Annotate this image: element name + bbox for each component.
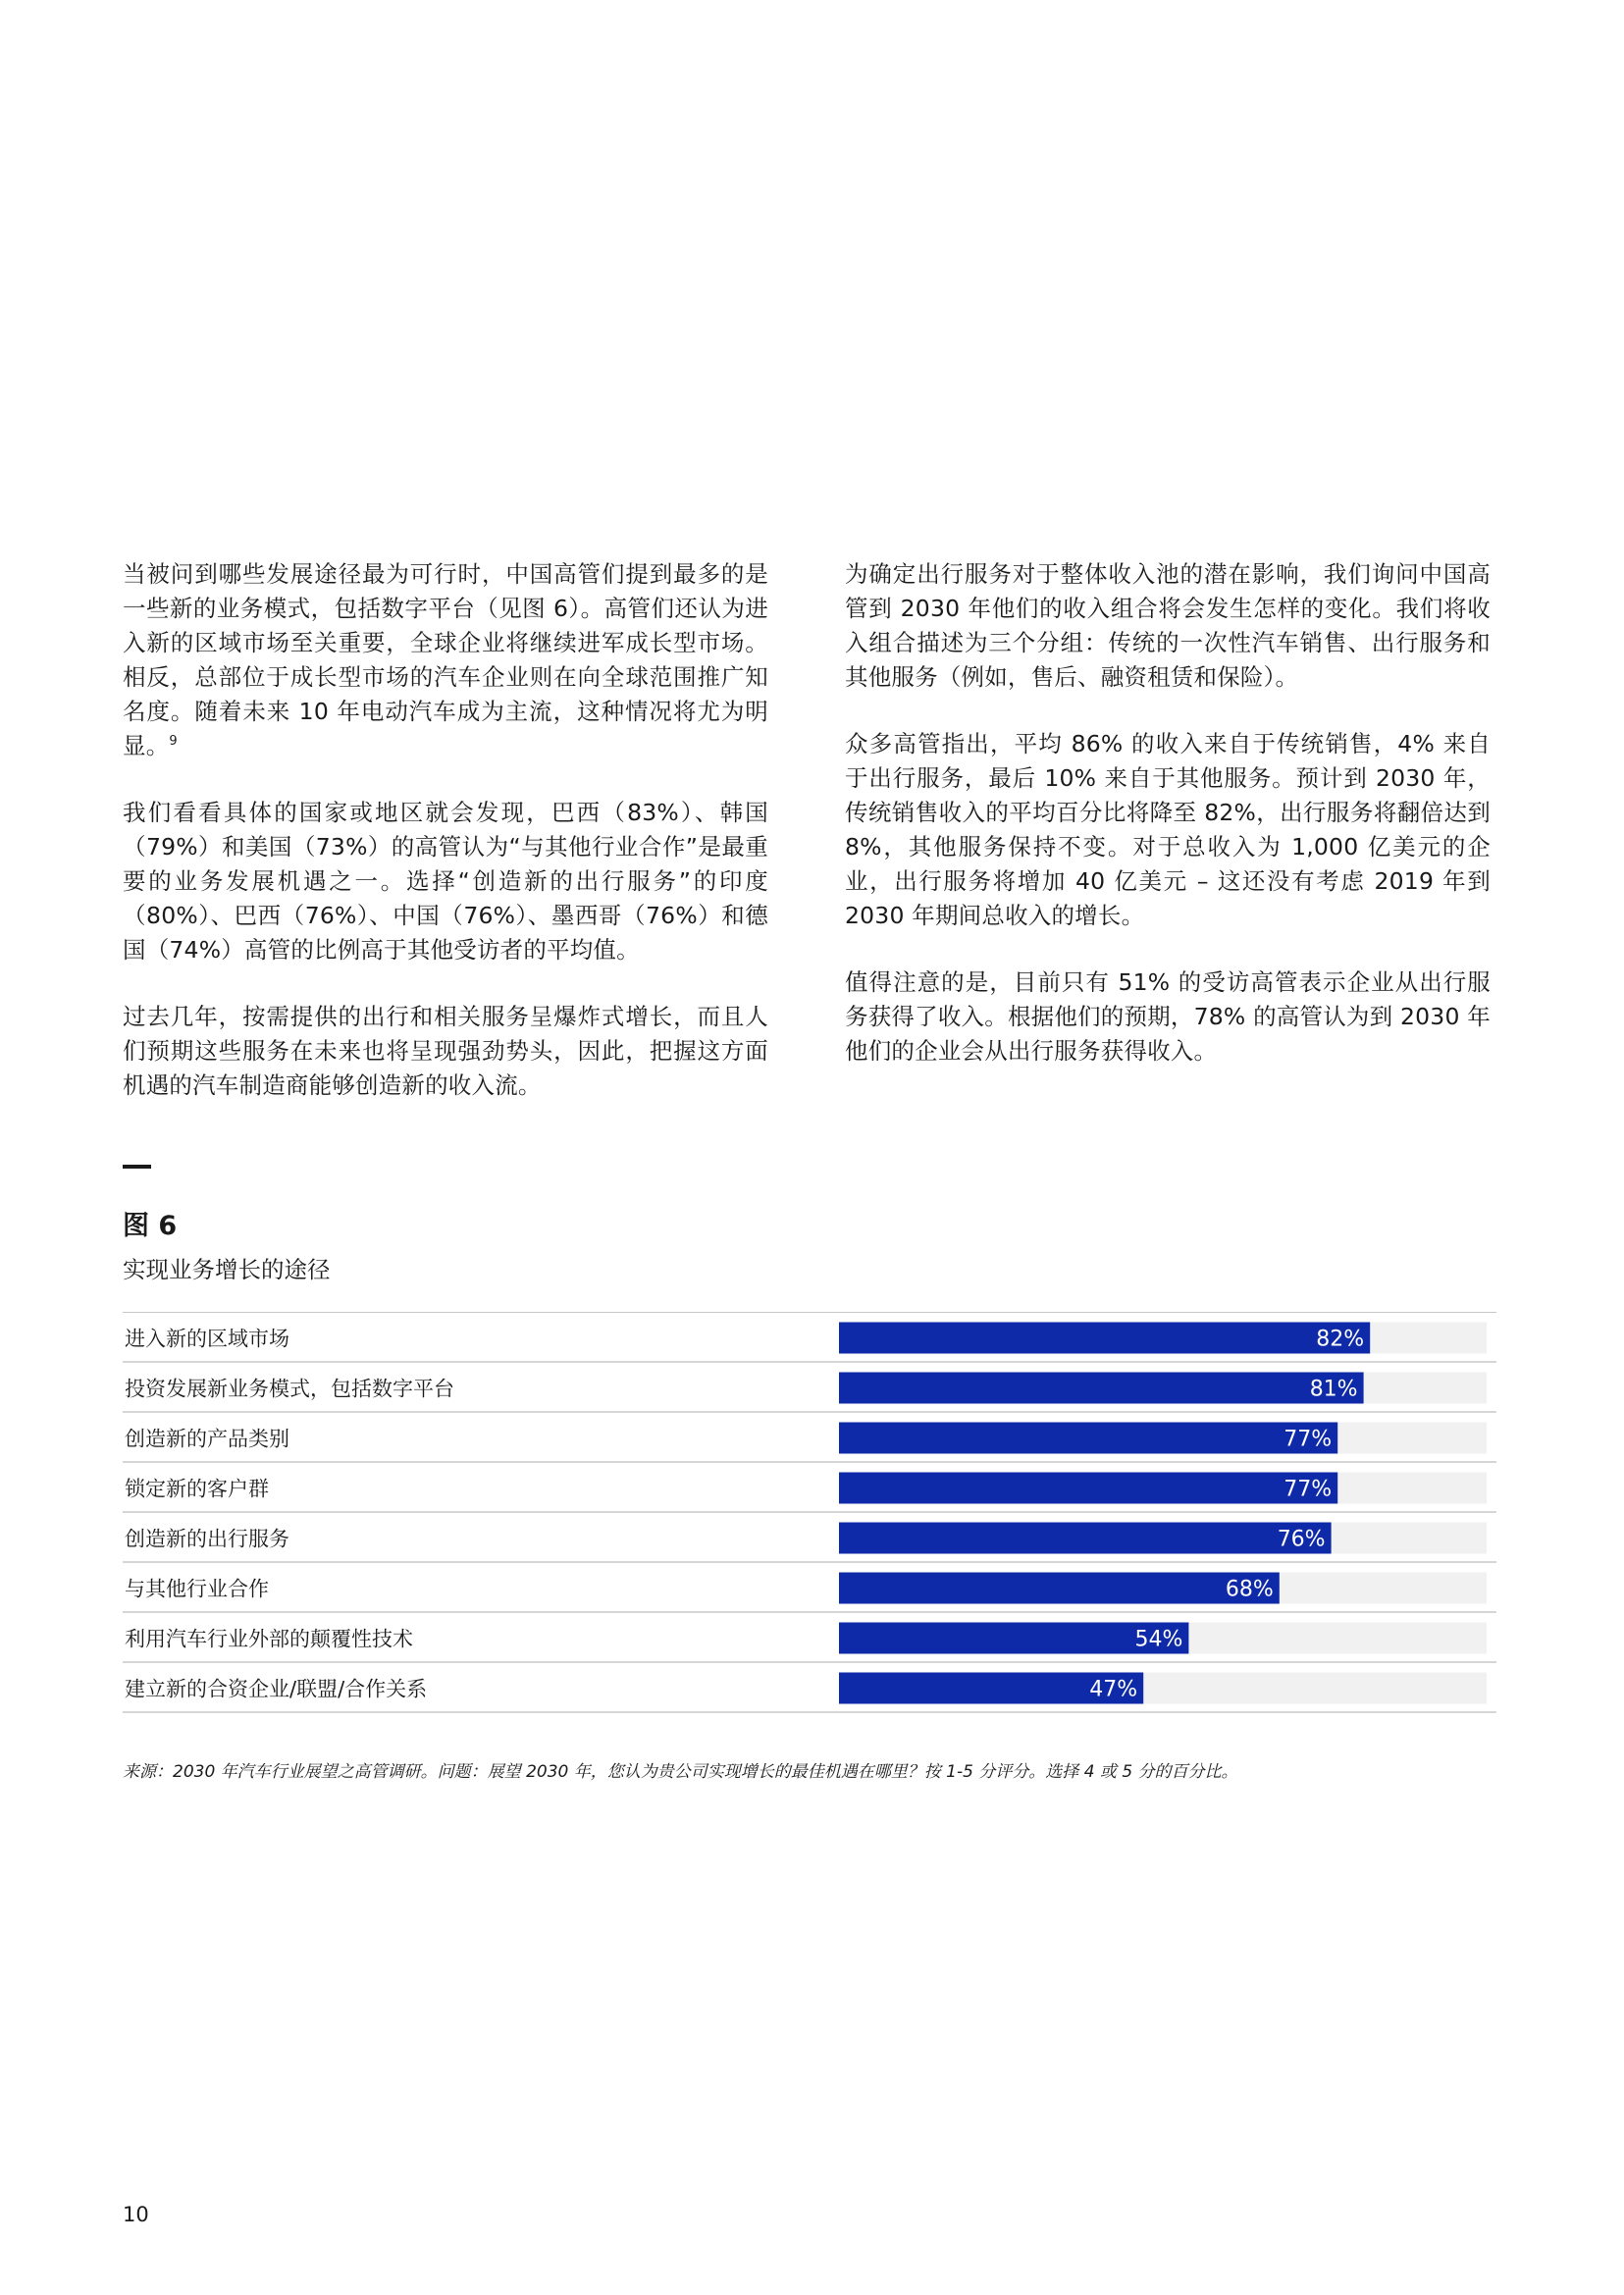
bar-value-label: 76%: [1277, 1527, 1326, 1552]
right-column: [845, 557, 1491, 1101]
bar: [839, 1473, 1337, 1504]
category-label: 与其他行业合作: [125, 1577, 269, 1601]
bar-value-label: 77%: [1283, 1427, 1333, 1452]
bar: [839, 1523, 1332, 1554]
bar: [839, 1423, 1337, 1454]
category-label: 进入新的区域市场: [125, 1327, 289, 1351]
figure-label: 图 6: [123, 1211, 178, 1241]
category-label: 创造新的产品类别: [125, 1427, 289, 1451]
category-label: 创造新的出行服务: [125, 1527, 289, 1551]
bar: [839, 1373, 1364, 1404]
bar-value-label: 77%: [1283, 1477, 1333, 1502]
left-column: [123, 557, 768, 1135]
paragraph: 为确定出行服务对于整体收入池的潜在影响，我们询问中国高管到 2030 年他们的收入组合将会发生怎样的变化。我们将收入组合描述为三个分组：传统的一次性汽车销售、出行服务和其他服务（例如，售后、融资租赁和保险）。: [845, 560, 1491, 691]
category-label: 建立新的合资企业/联盟/合作关系: [125, 1677, 428, 1701]
category-label: 锁定新的客户群: [125, 1477, 269, 1501]
bar-chart-svg: [123, 1312, 1496, 1718]
page-number: 10: [123, 2203, 149, 2226]
paragraph: 我们看看具体的国家或地区就会发现，巴西（83%）、韩国（79%）和美国（73%）的高管认为“与其他行业合作”是最重要的业务发展机遇之一。选择“创造新的出行服务”的印度（80%）、巴西（76%）、中国（76%）、墨西哥（76%）和德国（74%）高管的比例高于其他受访者的平均值。: [123, 799, 768, 964]
bar-value-label: 82%: [1316, 1327, 1365, 1352]
footnote-ref[interactable]: 9: [169, 734, 178, 750]
paragraph: 过去几年，按需提供的出行和相关服务呈爆炸式增长，而且人们预期这些服务在未来也将呈现强劲势头，因此，把握这方面机遇的汽车制造商能够创造新的收入流。: [123, 1003, 768, 1099]
bar-chart: [123, 1312, 1496, 1718]
source-note: 来源：2030 年汽车行业展望之高管调研。问题：展望 2030 年，您认为贵公司实现增长的最佳机遇在哪里？按 1-5 分评分。选择 4 或 5 分的百分比。: [123, 1762, 1238, 1782]
bar-value-label: 54%: [1134, 1627, 1183, 1652]
section-accent-rule: [123, 1165, 151, 1169]
bar: [839, 1323, 1370, 1354]
paragraph: 值得注意的是，目前只有 51% 的受访高管表示企业从出行服务获得了收入。根据他们的预期，78% 的高管认为到 2030 年他们的企业会从出行服务获得收入。: [845, 968, 1491, 1065]
category-label: 利用汽车行业外部的颠覆性技术: [125, 1627, 413, 1651]
bar-value-label: 47%: [1089, 1677, 1138, 1702]
paragraph: 众多高管指出，平均 86% 的收入来自于传统销售，4% 来自于出行服务，最后 10% 来自于其他服务。预计到 2030 年，传统销售收入的平均百分比将降至 82%，出行服务将翻倍达到 8%，其他服务保持不变。对于总收入为 1,000 亿美元的企业，出行服务将增加 40 亿美元 – 这还没有考虑 2019 年到 2030 年期间总收入的增长。: [845, 730, 1491, 929]
category-label: 投资发展新业务模式，包括数字平台: [125, 1377, 454, 1401]
bar: [839, 1573, 1280, 1604]
bar-value-label: 81%: [1309, 1377, 1358, 1402]
paragraph: 当被问到哪些发展途径最为可行时，中国高管们提到最多的是一些新的业务模式，包括数字平台（见图 6）。高管们还认为进入新的区域市场至关重要，全球企业将继续进军成长型市场。相反，总部位于成长型市场的汽车企业则在向全球范围推广知名度。随着未来 10 年电动汽车成为主流，这种情况将尤为明显。$^9$: [123, 560, 768, 759]
figure-title: 实现业务增长的途径: [123, 1256, 331, 1283]
bar-value-label: 68%: [1225, 1577, 1274, 1602]
